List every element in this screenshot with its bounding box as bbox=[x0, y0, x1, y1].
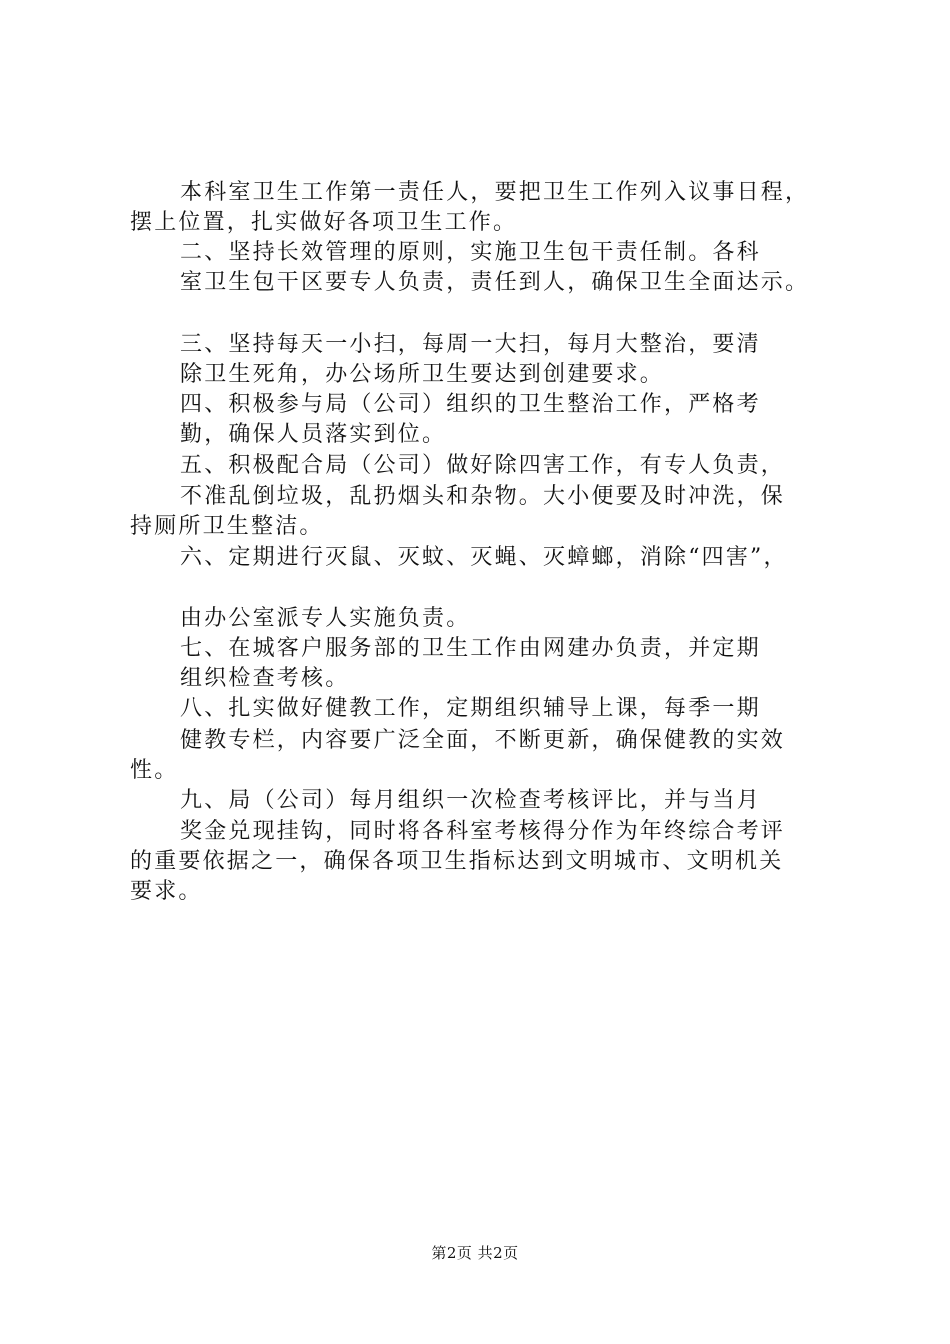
page-number-footer: 第2页 共2页 bbox=[431, 1244, 519, 1262]
text-line: 除卫生死角，办公场所卫生要达到创建要求。 bbox=[180, 362, 665, 387]
text-line: 奖金兑现挂钩，同时将各科室考核得分作为年终综合考评 bbox=[180, 819, 786, 844]
text-line: 要求。 bbox=[130, 879, 203, 904]
text-line: 摆上位置，扎实做好各项卫生工作。 bbox=[130, 210, 518, 235]
text-line: 性。 bbox=[130, 758, 179, 783]
text-line: 室卫生包干区要专人负责，责任到人，确保卫生全面达示。 bbox=[180, 270, 810, 295]
text-line: 本科室卫生工作第一责任人，要把卫生工作列入议事日程， bbox=[180, 180, 810, 205]
text-line: 组织检查考核。 bbox=[180, 666, 350, 691]
text-line: 二、坚持长效管理的原则，实施卫生包干责任制。各科 bbox=[180, 240, 761, 265]
text-line: 三、坚持每天一小扫，每周一大扫，每月大整治，要清 bbox=[180, 332, 761, 357]
text-line: 健教专栏，内容要广泛全面，不断更新，确保健教的实效 bbox=[180, 728, 786, 753]
text-line: 的重要依据之一，确保各项卫生指标达到文明城市、文明机关 bbox=[130, 849, 784, 874]
text-line: 不准乱倒垃圾，乱扔烟头和杂物。大小便要及时冲洗，保 bbox=[180, 484, 786, 509]
text-line: 七、在城客户服务部的卫生工作由网建办负责，并定期 bbox=[180, 636, 761, 661]
text-line: 持厕所卫生整洁。 bbox=[130, 514, 324, 539]
text-line: 五、积极配合局（公司）做好除四害工作，有专人负责， bbox=[180, 453, 786, 478]
text-line: 六、定期进行灭鼠、灭蚊、灭蝇、灭蟑螂，消除“四害”， bbox=[180, 545, 788, 570]
text-line: 四、积极参与局（公司）组织的卫生整治工作，严格考 bbox=[180, 392, 761, 417]
text-line: 八、扎实做好健教工作，定期组织辅导上课，每季一期 bbox=[180, 696, 761, 721]
text-line: 九、局（公司）每月组织一次检查考核评比，并与当月 bbox=[180, 788, 761, 813]
text-line: 由办公室派专人实施负责。 bbox=[180, 606, 471, 631]
text-line: 勤，确保人员落实到位。 bbox=[180, 422, 447, 447]
